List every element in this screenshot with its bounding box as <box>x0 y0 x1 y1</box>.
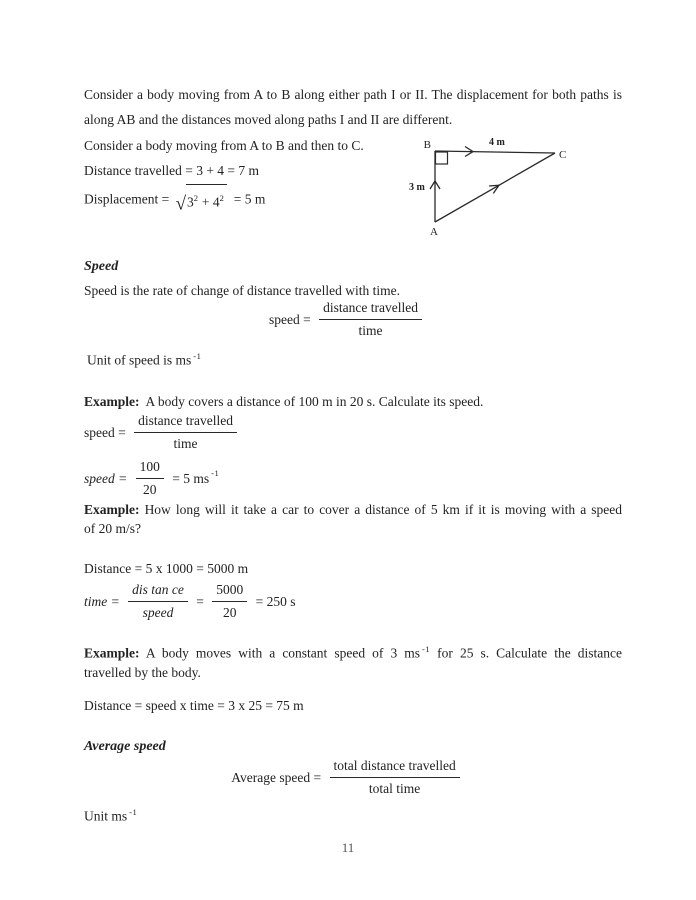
example3-sup: -1 <box>422 644 431 654</box>
example2-formula-fraction1 <box>128 580 188 623</box>
example1-formula2-lhs: speed = <box>84 471 128 486</box>
example1-text: A body covers a distance of 100 m in 20 s. Calculate its speed. <box>145 394 484 409</box>
line-ac <box>435 153 555 222</box>
speed-formula <box>0 298 696 341</box>
average-speed-formula <box>0 756 696 799</box>
example3-label: Example: <box>84 645 140 661</box>
example1-formula2-fraction <box>136 457 164 500</box>
speed-formula-lhs: speed = <box>269 312 311 327</box>
example3-line1 <box>84 640 622 663</box>
fraction-numerator: distance travelled <box>319 298 422 320</box>
example3-statement <box>84 640 622 682</box>
fraction-numerator: dis tan ce <box>128 580 188 602</box>
average-speed-heading: Average speed <box>84 739 166 754</box>
speed-unit-line <box>87 344 625 373</box>
fraction-numerator: 100 <box>136 457 164 479</box>
example3-line2: travelled by the body. <box>84 664 201 680</box>
vertex-b-label: B <box>423 139 431 151</box>
triangle-diagram <box>401 130 586 244</box>
example3-text1a: A body moves with a constant speed of 3 ms <box>145 645 420 661</box>
page-number: 11 <box>341 840 355 855</box>
square-root <box>176 184 228 217</box>
example1-formula2 <box>84 457 622 500</box>
example1-formula1-fraction <box>134 411 237 454</box>
radicand-exp-2: 2 <box>219 193 225 203</box>
example3-result-line: Distance = speed x time = 3 x 25 = 75 m <box>84 698 304 713</box>
speed-definition: Speed is the rate of change of distance travelled with time. <box>84 283 401 298</box>
average-unit-text: Unit ms <box>84 808 128 824</box>
average-unit-sup: -1 <box>129 807 138 817</box>
example2-formula-fraction2 <box>212 580 247 623</box>
example2-line1 <box>84 500 622 519</box>
speed-unit-sup: -1 <box>193 351 202 361</box>
radicand-exp-1: 2 <box>193 193 199 203</box>
distance-travelled-line: Distance travelled = 3 + 4 = 7 m <box>84 163 260 178</box>
intro-line-2: along AB and the distances moved along paths I and II are different. <box>84 112 453 127</box>
vertex-c-label: C <box>559 149 567 161</box>
fraction-numerator: distance travelled <box>134 411 237 433</box>
side-ab-label: 3 m <box>409 182 425 193</box>
example2-formula-result: = 250 s <box>255 594 296 609</box>
fraction-denominator: speed <box>142 605 174 620</box>
example1-formula2-sup: -1 <box>211 468 220 479</box>
example2-formula-equals: = <box>196 594 204 609</box>
example1-formula1 <box>84 411 622 454</box>
radicand-base-2: + 4 <box>198 194 220 210</box>
intro-paragraph <box>84 82 622 132</box>
example1-label: Example: <box>84 394 140 409</box>
example2-statement <box>84 500 622 538</box>
fraction-denominator: total time <box>368 781 421 796</box>
fraction-numerator: 5000 <box>212 580 247 602</box>
radical-symbol: √ <box>175 193 187 215</box>
fraction-denominator: 20 <box>222 605 237 620</box>
speed-unit-text: Unit of speed is ms <box>87 352 192 368</box>
displacement-rhs: = 5 m <box>233 191 266 207</box>
example2-formula-lhs: time = <box>84 594 120 609</box>
fraction-numerator: total distance travelled <box>330 756 460 778</box>
example2-distance-line: Distance = 5 x 1000 = 5000 m <box>84 561 249 576</box>
example2-line2: of 20 m/s? <box>84 521 141 536</box>
speed-formula-fraction <box>319 298 422 341</box>
speed-heading: Speed <box>84 259 119 274</box>
average-unit-line <box>84 800 622 829</box>
example1-formula2-result: = 5 ms <box>172 471 210 486</box>
consider-line: Consider a body moving from A to B and then to C. <box>84 138 364 153</box>
radicand-base-1: 3 <box>187 194 194 210</box>
example2-formula <box>84 580 622 623</box>
example3-text1b: for 25 s. Calculate the distance <box>437 645 622 661</box>
fraction-denominator: time <box>358 323 383 338</box>
example1-formula1-lhs: speed = <box>84 425 126 440</box>
fraction-denominator: 20 <box>142 482 157 497</box>
line-bc <box>435 151 555 153</box>
example2-text1: How long will it take a car to cover a distance of 5 km if it is moving with a speed <box>144 502 622 517</box>
fraction-denominator: time <box>173 436 198 451</box>
example2-label: Example: <box>84 502 140 517</box>
side-bc-label: 4 m <box>489 137 505 148</box>
displacement-lhs: Displacement = <box>84 191 170 207</box>
radicand <box>186 184 227 215</box>
triangle-diagram-svg <box>401 130 586 240</box>
intro-line-1: Consider a body moving from A to B along either path I or II. The displacement for both paths is <box>84 87 622 102</box>
average-formula-lhs: Average speed = <box>231 770 322 785</box>
average-formula-fraction <box>330 756 460 799</box>
right-angle-marker <box>436 152 448 164</box>
vertex-a-label: A <box>430 226 438 238</box>
